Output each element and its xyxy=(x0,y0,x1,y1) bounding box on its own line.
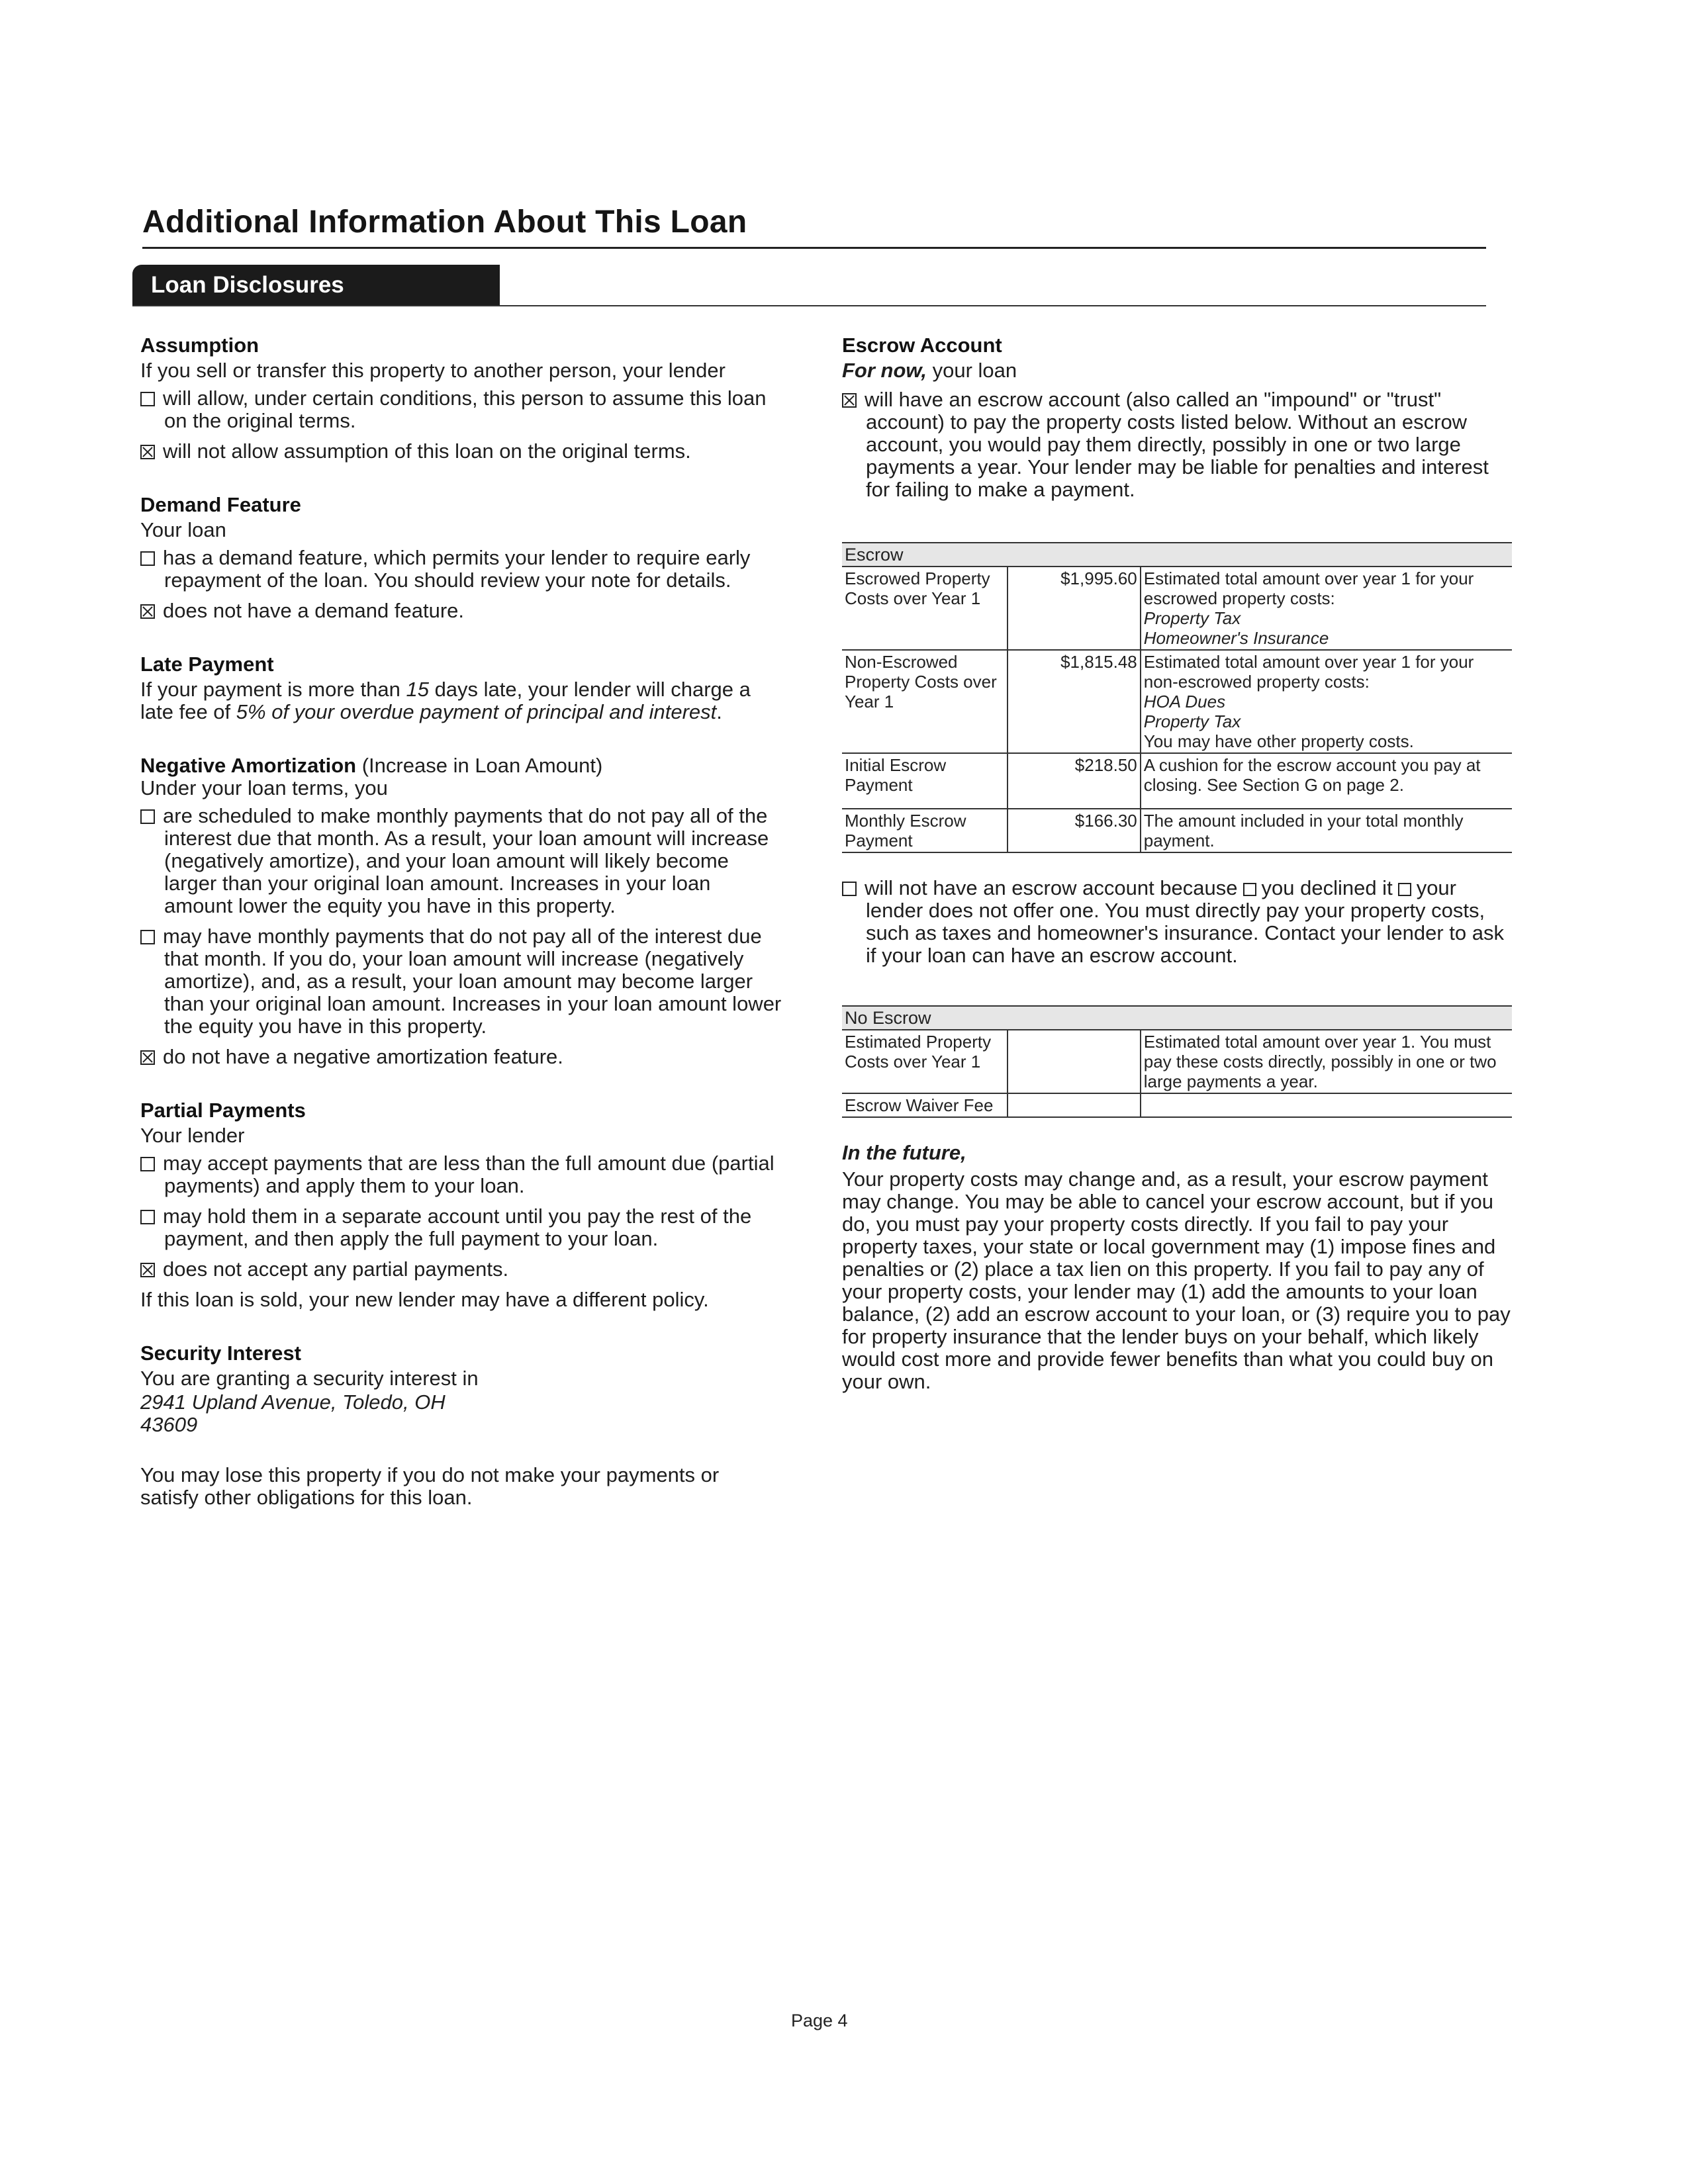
demand-feature-title: Demand Feature xyxy=(140,493,301,516)
table-row xyxy=(842,809,1512,852)
security-interest-title: Security Interest xyxy=(140,1342,301,1365)
escrow-row-description: Estimated total amount over year 1 for your escrowed property costs: Property Tax Homeowner's Insurance xyxy=(1141,567,1512,650)
demand-feature-intro: Your loan xyxy=(140,518,226,541)
checkbox-checked-icon[interactable] xyxy=(140,1263,155,1277)
assumption-section xyxy=(140,334,782,463)
partial-payments-intro: Your lender xyxy=(140,1124,245,1147)
no-escrow-row-label: Escrow Waiver Fee xyxy=(842,1093,1008,1117)
checkbox-declined-icon[interactable] xyxy=(1243,883,1256,896)
escrow-row-label: Non-Escrowed Property Costs over Year 1 xyxy=(842,650,1008,753)
security-interest-section xyxy=(140,1342,782,1509)
escrow-table-header: Escrow xyxy=(842,543,1512,567)
demand-feature-section xyxy=(140,494,782,622)
escrow-row-label: Escrowed Property Costs over Year 1 xyxy=(842,567,1008,650)
no-escrow-row-description: Estimated total amount over year 1. You must pay these costs directly, possibly in one or two large payments a year. xyxy=(1141,1030,1512,1093)
table-row xyxy=(842,650,1512,753)
escrow-row-description: Estimated total amount over year 1 for your non-escrowed property costs: HOA Dues Property Tax You may have other property costs. xyxy=(1141,650,1512,753)
negative-amortization-subtitle: (Increase in Loan Amount) xyxy=(356,754,603,777)
security-interest-intro: You are granting a security interest in xyxy=(140,1367,479,1390)
late-days-value: 15 xyxy=(406,678,429,701)
checkbox-not-offered-icon[interactable] xyxy=(1398,883,1411,896)
checkbox-unchecked-icon[interactable] xyxy=(140,551,155,566)
page-title: Additional Information About This Loan xyxy=(142,205,747,240)
no-escrow-row-description xyxy=(1141,1093,1512,1117)
address-line-1: 2941 Upland Avenue, Toledo, OH xyxy=(140,1390,445,1414)
escrow-row-amount: $166.30 xyxy=(1008,809,1141,852)
section-header-label: Loan Disclosures xyxy=(151,272,344,298)
checkbox-unchecked-icon[interactable] xyxy=(140,1210,155,1224)
security-interest-note: You may lose this property if you do not make your payments or satisfy other obligations for this loan. xyxy=(140,1463,720,1509)
escrow-table xyxy=(842,542,1512,853)
assumption-option-will-not-allow[interactable]: will not allow assumption of this loan on the original terms. xyxy=(140,440,782,463)
escrow-row-description: A cushion for the escrow account you pay at closing. See Section G on page 2. xyxy=(1141,753,1512,809)
title-divider xyxy=(142,247,1486,249)
checkbox-checked-icon[interactable] xyxy=(140,1050,155,1065)
no-escrow-row-label: Estimated Property Costs over Year 1 xyxy=(842,1030,1008,1093)
checkbox-checked-icon[interactable] xyxy=(842,393,857,408)
partial-option-may-hold[interactable]: may hold them in a separate account until you pay the rest of the payment, and then apply the full payment to your loan. xyxy=(140,1205,782,1250)
right-column xyxy=(842,334,1517,1398)
escrow-future-text: Your property costs may change and, as a result, your escrow payment may change. You may be able to cancel your escrow account, but if you do, you must pay your property costs directly. If you fail to pay your property taxes, your state or local government may (1) impose fines and penalties or (2) place a tax lien on this property. If you fail to pay any of your property costs, your lender may (1) add the amounts to your loan balance, (2) add an escrow account to your loan, or (3) require you to pay for property insurance that the lender buys on your behalf, which likely would cost more and provide fewer benefits than what you could buy on your own. xyxy=(842,1167,1511,1393)
partial-payments-note: If this loan is sold, your new lender may have a different policy. xyxy=(140,1288,709,1311)
address-line-2: 43609 xyxy=(140,1413,198,1436)
page-number: Page 4 xyxy=(791,2011,848,2030)
checkbox-unchecked-icon[interactable] xyxy=(140,930,155,944)
checkbox-checked-icon[interactable] xyxy=(140,445,155,459)
no-escrow-row-amount xyxy=(1008,1030,1141,1093)
no-escrow-row-amount xyxy=(1008,1093,1141,1117)
late-payment-section xyxy=(140,653,782,723)
assumption-option-will-allow[interactable]: will allow, under certain conditions, this person to assume this loan on the original terms. xyxy=(140,387,782,432)
left-column xyxy=(140,334,782,1540)
escrow-option-will-have[interactable]: will have an escrow account (also called an "impound" or "trust" account) to pay the property costs listed below. Without an escrow account, you would pay them directly, possibly in one or two large payments a year. Your lender may be liable for penalties and interest for failing to make a payment. xyxy=(842,388,1517,501)
table-row xyxy=(842,1093,1512,1117)
partial-option-does-not-accept[interactable]: does not accept any partial payments. xyxy=(140,1258,782,1281)
escrow-row-amount: $1,815.48 xyxy=(1008,650,1141,753)
escrow-account-title: Escrow Account xyxy=(842,334,1002,357)
checkbox-unchecked-icon[interactable] xyxy=(140,809,155,824)
neg-am-option-may-have[interactable]: may have monthly payments that do not pay all of the interest due that month. If you do, your loan amount will increase (negatively amortize), and, as a result, your loan amount may become larger than your original loan amount. Increases in your loan amount lower the equity you have in this property. xyxy=(140,925,782,1038)
escrow-row-label: Initial Escrow Payment xyxy=(842,753,1008,809)
partial-payments-title: Partial Payments xyxy=(140,1099,306,1122)
property-address xyxy=(140,1391,782,1436)
checkbox-unchecked-icon[interactable] xyxy=(140,1157,155,1171)
demand-option-does-not-have[interactable]: does not have a demand feature. xyxy=(140,600,782,622)
negative-amortization-title: Negative Amortization xyxy=(140,754,357,777)
negative-amortization-section xyxy=(140,754,782,1068)
negative-amortization-intro: Under your loan terms, you xyxy=(140,776,388,799)
escrow-row-description: The amount included in your total monthly payment. xyxy=(1141,809,1512,852)
neg-am-option-scheduled[interactable]: are scheduled to make monthly payments that do not pay all of the interest due that month. As a result, your loan amount will increase (negatively amortize), and your loan amount will likely become larger than your original loan amount. Increases in your loan amount lower the equity you have in this property. xyxy=(140,805,782,917)
table-row xyxy=(842,567,1512,650)
escrow-for-now: For now, your loan xyxy=(842,359,1017,382)
section-divider xyxy=(132,305,1486,306)
table-row xyxy=(842,753,1512,809)
neg-am-option-do-not-have[interactable]: do not have a negative amortization feature. xyxy=(140,1046,782,1068)
checkbox-unchecked-icon[interactable] xyxy=(842,882,857,896)
escrow-row-amount: $218.50 xyxy=(1008,753,1141,809)
negative-amortization-heading xyxy=(140,754,782,777)
late-payment-text: If your payment is more than 15 days late, your lender will charge a late fee of 5% of your overdue payment of principal and interest. xyxy=(140,678,751,723)
table-row xyxy=(842,1030,1512,1093)
no-escrow-table-header: No Escrow xyxy=(842,1006,1512,1030)
partial-option-may-accept[interactable]: may accept payments that are less than the full amount due (partial payments) and apply them to your loan. xyxy=(140,1152,782,1197)
escrow-future-title: In the future, xyxy=(842,1141,966,1164)
demand-option-has[interactable]: has a demand feature, which permits your lender to require early repayment of the loan. You should review your note for details. xyxy=(140,547,782,592)
escrow-option-will-not-have[interactable]: will not have an escrow account because you declined it your lender does not offer one. You must directly pay your property costs, such as taxes and homeowner's insurance. Contact your lender to ask if your loan can have an escrow account. xyxy=(842,877,1517,967)
partial-payments-section xyxy=(140,1099,782,1311)
assumption-intro: If you sell or transfer this property to another person, your lender xyxy=(140,359,726,382)
assumption-title: Assumption xyxy=(140,334,259,357)
no-escrow-table xyxy=(842,1005,1512,1118)
checkbox-unchecked-icon[interactable] xyxy=(140,392,155,406)
escrow-row-label: Monthly Escrow Payment xyxy=(842,809,1008,852)
escrow-row-amount: $1,995.60 xyxy=(1008,567,1141,650)
late-payment-title: Late Payment xyxy=(140,653,274,676)
late-fee-value: 5% of your overdue payment of principal and interest xyxy=(236,700,717,723)
checkbox-checked-icon[interactable] xyxy=(140,604,155,619)
